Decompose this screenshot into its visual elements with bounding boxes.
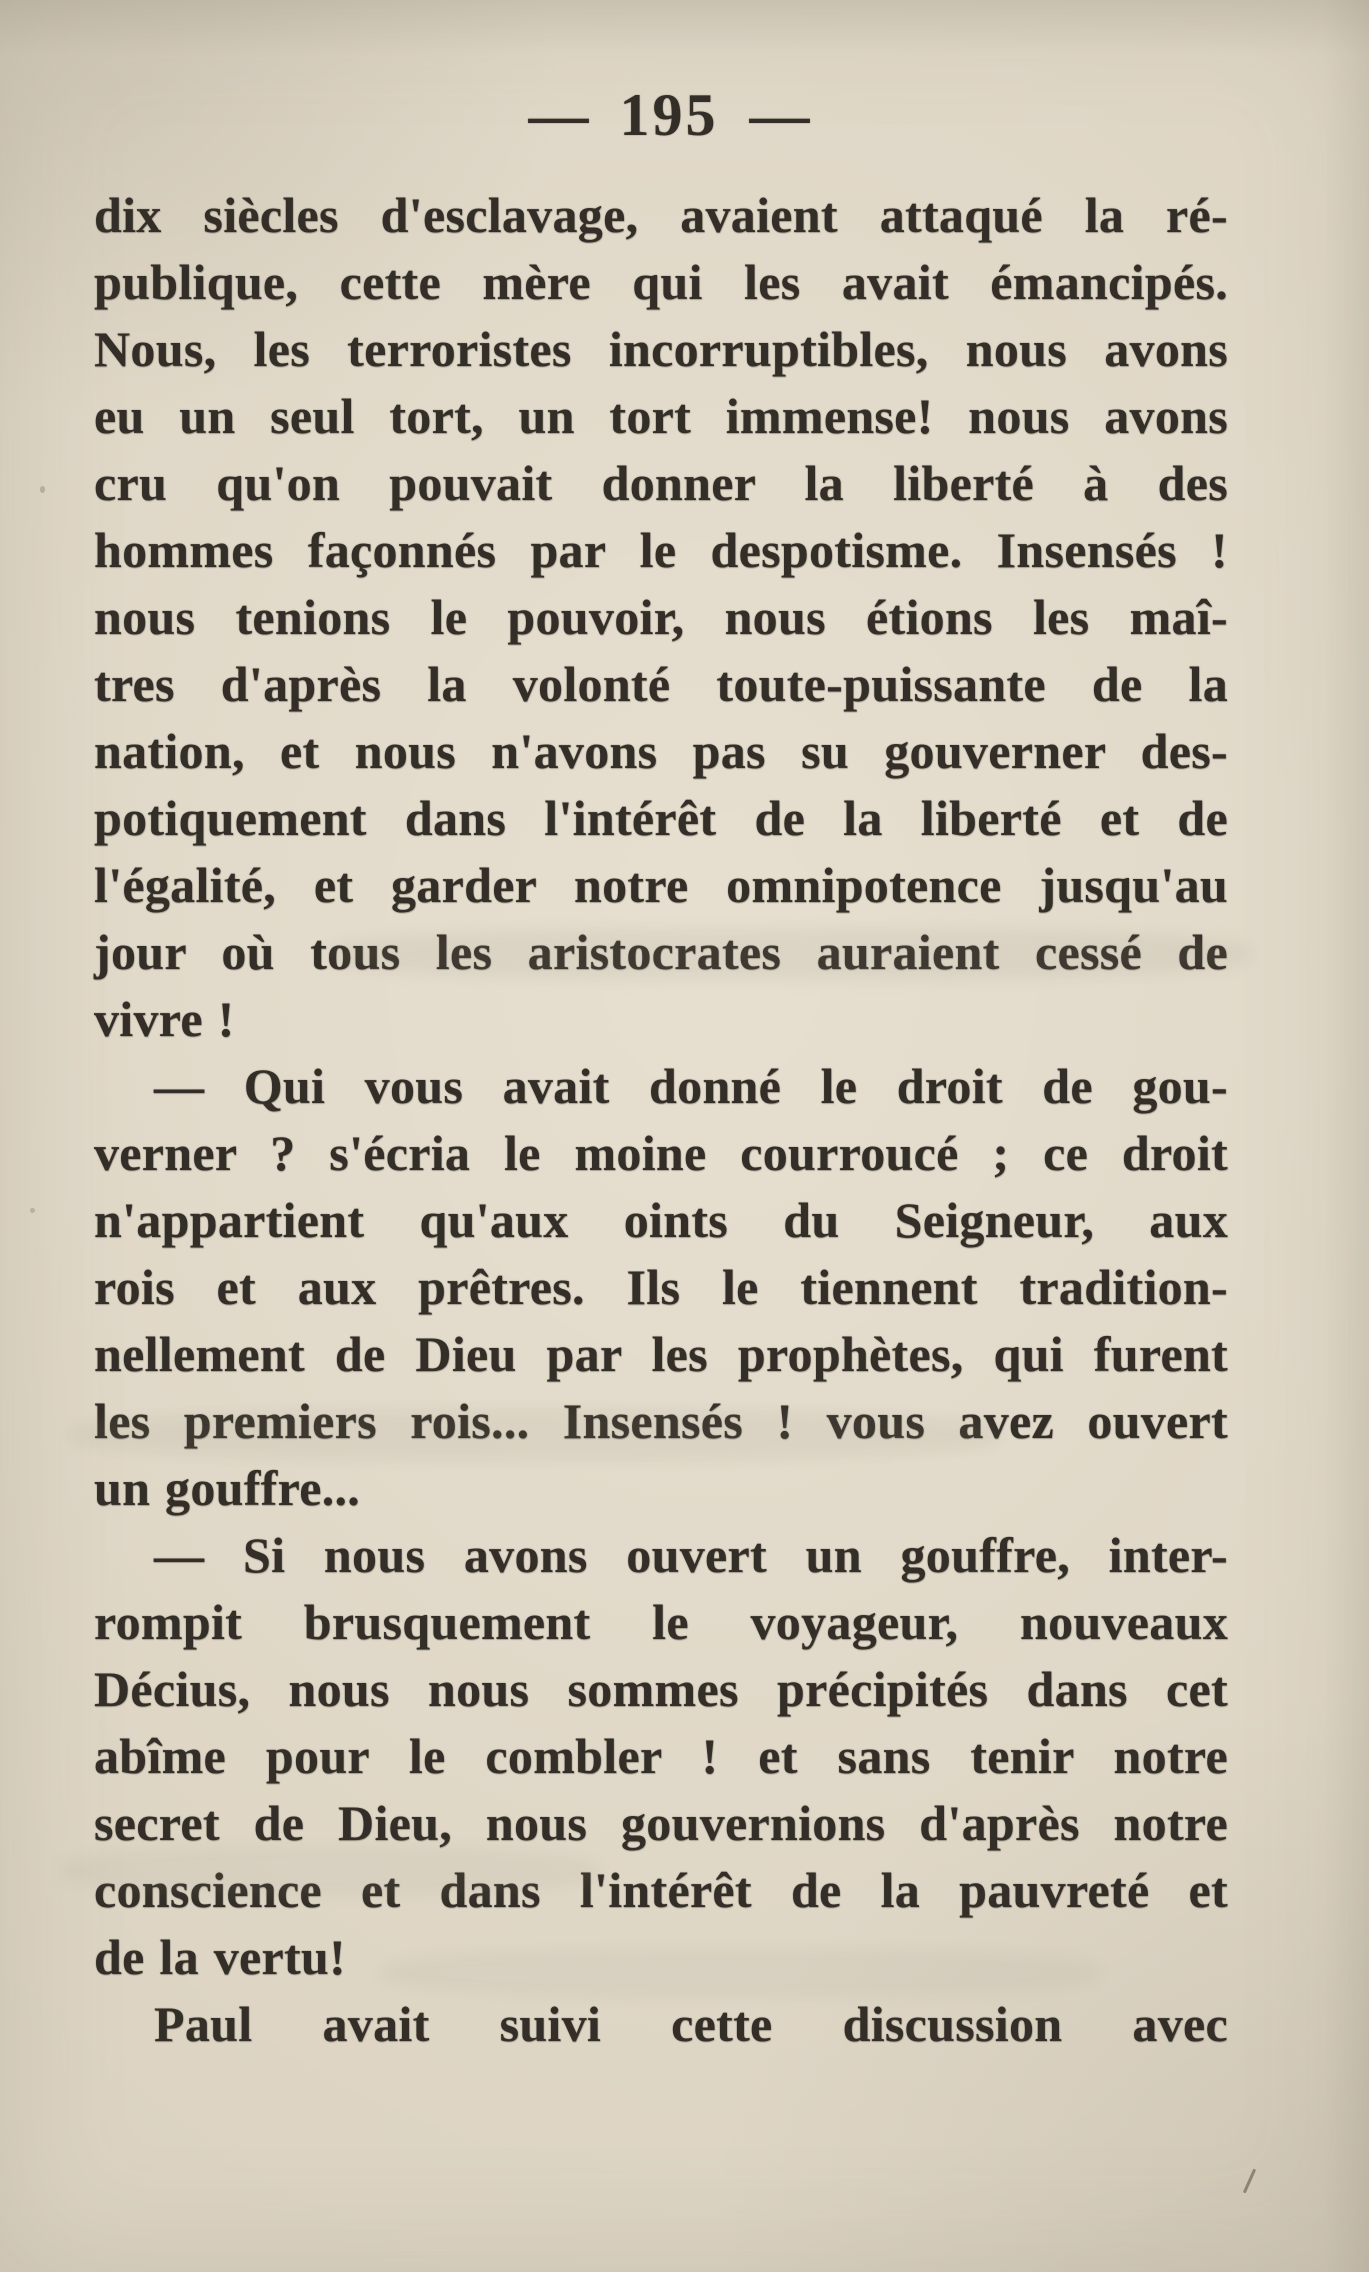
text-line: potiquement dans l'intérêt de la liberté et de <box>94 790 1228 846</box>
text-line-paragraph-end: un gouffre... <box>94 1460 361 1516</box>
text-line: n'appartient qu'aux oints du Seigneur, aux <box>94 1192 1228 1248</box>
text-line: nation, et nous n'avons pas su gouverner des- <box>94 723 1228 779</box>
page-number: 195 <box>619 82 719 148</box>
text-line: tres d'après la volonté toute-puissante de la <box>94 656 1228 712</box>
text-line: dix siècles d'esclavage, avaient attaqué la ré- <box>94 187 1228 243</box>
text-line-paragraph-end: de la vertu! <box>94 1929 346 1985</box>
text-line: conscience et dans l'intérêt de la pauvreté et <box>94 1862 1228 1918</box>
text-line: nellement de Dieu par les prophètes, qui furent <box>94 1326 1228 1382</box>
text-line: cru qu'on pouvait donner la liberté à des <box>94 455 1228 511</box>
text-line-paragraph-start: — Qui vous avait donné le droit de gou- <box>154 1058 1228 1114</box>
text-line: hommes façonnés par le despotisme. Insensés ! <box>94 522 1228 578</box>
text-line-paragraph-start: — Si nous avons ouvert un gouffre, inter- <box>154 1527 1228 1583</box>
header-dash-left: — <box>528 82 589 148</box>
paper-speck <box>30 1208 35 1213</box>
text-line: rompit brusquement le voyageur, nouveaux <box>94 1594 1228 1650</box>
paper-fiber-mark <box>1243 2169 1256 2194</box>
text-line: publique, cette mère qui les avait émancipés. <box>94 254 1228 310</box>
text-line: verner ? s'écria le moine courroucé ; ce droit <box>94 1125 1228 1181</box>
paper-speck <box>40 486 45 493</box>
text-line: Nous, les terroristes incorruptibles, nous avons <box>94 321 1228 377</box>
text-line: nous tenions le pouvoir, nous étions les maî- <box>94 589 1228 645</box>
text-line: eu un seul tort, un tort immense! nous avons <box>94 388 1228 444</box>
text-line: secret de Dieu, nous gouvernions d'après notre <box>94 1795 1228 1851</box>
text-line: rois et aux prêtres. Ils le tiennent tradition- <box>94 1259 1228 1315</box>
text-line: les premiers rois... Insensés ! vous avez ouvert <box>94 1393 1228 1449</box>
text-line-paragraph-start: Paul avait suivi cette discussion avec <box>154 1996 1228 2052</box>
text-line: Décius, nous nous sommes précipités dans cet <box>94 1661 1228 1717</box>
text-line: abîme pour le combler ! et sans tenir notre <box>94 1728 1228 1784</box>
body-text-block <box>94 182 1228 2058</box>
text-line: l'égalité, et garder notre omnipotence jusqu'au <box>94 857 1228 913</box>
text-line-paragraph-end: vivre ! <box>94 991 235 1047</box>
text-line: jour où tous les aristocrates auraient cessé de <box>94 924 1228 980</box>
page-header <box>102 84 1236 146</box>
header-dash-right: — <box>749 82 810 148</box>
